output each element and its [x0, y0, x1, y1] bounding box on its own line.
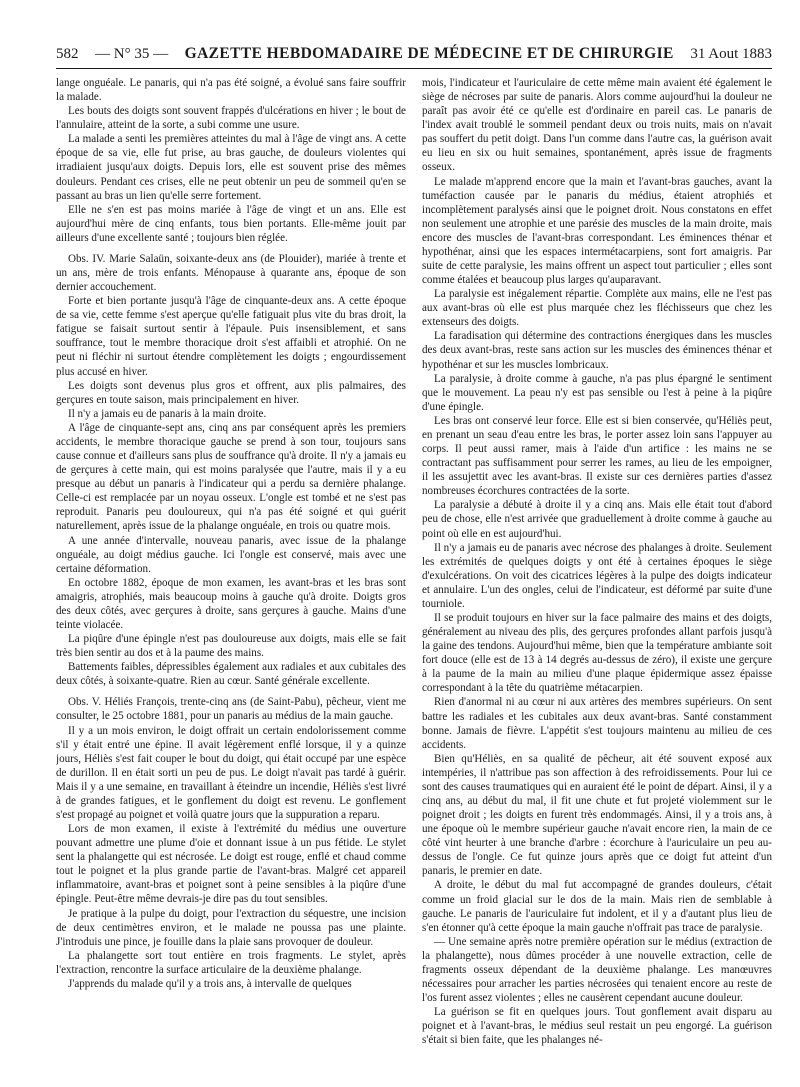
- paragraph: La faradisation qui détermine des contractions énergiques dans les muscles des deux avant-bras, reste sans action sur les muscles des éminences thénar et hypothénar et sur les muscles lombricaux.: [422, 330, 772, 371]
- paragraph: La phalangette sort tout entière en trois fragments. Le stylet, après l'extraction, rencontre la surface articulaire de la deuxième phalange.: [56, 949, 406, 976]
- paragraph: Obs. V. Héliés François, trente-cinq ans (de Saint-Pabu), pêcheur, vient me consulter, le 25 octobre 1881, pour un panaris au médius de la main gauche.: [56, 696, 406, 723]
- paragraph: La malade a senti les premières atteintes du mal à l'âge de vingt ans. A cette époque de sa vie, elle fut prise, au bras gauche, de douleurs violentes qui irradiaient jusqu'aux doigts. Depuis lors, elle est souvent prise des mêmes douleurs. Pendant ces crises, elle ne peut obtenir un peu de sommeil qu'en se passant au bras un lien qu'elle serre fortement.: [56, 133, 406, 202]
- paragraph: Il y a un mois environ, le doigt offrait un certain endolorissement comme s'il y était entré une épine. Il avait légèrement enflé lorsque, il y a quinze jours, Héliès s'est fait couper le bout du doigt, qui était occupé par une espèce de durillon. Il en était sorti un peu de pus. Le doigt n'avait pas tardé à guérir. Mais il y a une semaine, en travaillant à éteindre un incendie, Héliès s'est livré à de grandes fatigues, et le gonflement du doigt est revenu. Le gonflement s'est propagé au poignet et voilà quatre jours que la suppuration a reparu.: [56, 724, 406, 821]
- paragraph: Battements faibles, dépressibles également aux radiales et aux cubitales des deux côtés, à soixante-quatre. Rien au cœur. Santé générale excellente.: [56, 661, 406, 688]
- paragraph: La paralysie a débuté à droite il y a cinq ans. Mais elle était tout d'abord peu de chose, elle n'est arrivée que graduellement à droite comme à gauche au point où elle en est aujourd'hui.: [422, 499, 772, 540]
- paragraph: La piqûre d'une épingle n'est pas douloureuse aux doigts, mais elle se fait très bien sentir au dos et à la paume des mains.: [56, 633, 406, 660]
- paragraph: La paralysie, à droite comme à gauche, n'a pas plus épargné le sentiment que le mouvement. La peau n'y est pas sensible ou l'est à peine à la piqûre d'une épingle.: [422, 372, 772, 413]
- paragraph: En octobre 1882, époque de mon examen, les avant-bras et les bras sont amaigris, atrophiés, mais beaucoup moins à gauche qu'à droite. Doigts gros des deux côtés, avec gerçures à droite, sans gerçures à gauche. Mains d'une teinte violacée.: [56, 576, 406, 631]
- paragraph: Elle ne s'en est pas moins mariée à l'âge de vingt et un ans. Elle est aujourd'hui mère de cinq enfants, tous bien portants. Elle-même jouit par ailleurs d'une excellente santé ; toujours bien réglée.: [56, 203, 406, 244]
- paragraph: — Une semaine après notre première opération sur le médius (extraction de la phalangette), nous dûmes procéder à une nouvelle extraction, celle de fragments osseux dépendant de la deuxième phalange. Les manœuvres nécessaires pour arracher les parties nécrosées qui tenaient encore au reste de l'os furent assez violentes ; elles ne causèrent cependant aucune douleur.: [422, 935, 772, 1005]
- paragraph: Lors de mon examen, il existe à l'extrémité du médius une ouverture pouvant admettre une plume d'oie et donnant issue à un pus fétide. Le stylet sent la phalangette qui est nécrosée. Le doigt est rouge, enflé et chaud comme tout le poignet et la plus grande partie de l'avant-bras. Malgré cet appareil inflammatoire, avant-bras et poignet sont à peine sensibles à la piqûre d'une épingle. Peut-être même devrais-je dire pas du tout sensibles.: [56, 823, 406, 906]
- paragraph: La paralysie est inégalement répartie. Complète aux mains, elle ne l'est pas aux avant-bras où elle est plus marquée chez les fléchisseurs que chez les extenseurs des doigts.: [422, 288, 772, 329]
- paragraph: Obs. IV. Marie Salaün, soixante-deux ans (de Plouider), mariée à trente et un ans, mère de trois enfants. Ménopause à quarante ans, époque de son dernier accouchement.: [56, 252, 406, 294]
- paragraph: Il se produit toujours en hiver sur la face palmaire des mains et des doigts, généralement au niveau des plis, des gerçures profondes allant parfois jusqu'à la gaine des tendons. Aujourd'hui même, bien que la température ambiante soit fort douce (elle est de 13 à 14 degrés au-dessus de zéro), il existe une gerçure à la paume de la main au milieu d'une plaque épidermique assez épaisse correspondant à la tête du quatrième métacarpien.: [422, 611, 772, 695]
- paragraph: Le malade m'apprend encore que la main et l'avant-bras gauches, avant la tuméfaction causée par le panaris du médius, étaient atrophiés et incomplètement paralysés ainsi que le poignet droit. Nous constatons en effet non seulement une atrophie et une parésie des muscles de la main droite, mais encore des muscles de l'avant-bras correspondant. Les éminences thénar et hypothénar, ainsi que les espaces intermétacarpiens, sont fort amaigris. Par suite de cette paralysie, les mains offrent un aspect tout particulier ; elles sont comme étalées et beaucoup plus larges qu'auparavant.: [422, 175, 772, 287]
- paragraph: A l'âge de cinquante-sept ans, cinq ans par conséquent après les premiers accidents, le membre thoracique gauche se prend à son tour, toujours sans cause connue et d'ailleurs sans plus de souffrance qu'à droite. Il n'y a jamais eu de gerçures à cette main, qui est moins paralysée que l'autre, mais il y a eu presque au début un panaris à l'indicateur qui a perdu sa dernière phalange. Celle-ci est remplacée par un noyau osseux. L'ongle est tombé et ne s'est pas reproduit. Panaris peu douloureux, qui n'a pas été soigné et qui guérit naturellement, après issue de la phalange onguéale, en trois ou quatre mois.: [56, 421, 406, 533]
- paragraph: Les bras ont conservé leur force. Elle est si bien conservée, qu'Héliès peut, en prenant un seau d'eau entre les bras, le porter assez loin sans l'appuyer au corps. Il peut aussi ramer, mais à l'aide d'un artifice : les mains ne se contractant pas suffisamment pour serrer les rames, au lieu de les empoigner, il les assujettit avec les avant-bras. Il existe sur ces dernières parties d'assez nombreuses écorchures contractées de la sorte.: [422, 414, 772, 498]
- paragraph: Bien qu'Héliès, en sa qualité de pêcheur, ait été souvent exposé aux intempéries, il n'attribue pas son affection à des refroidissements. Pour lui ce sont des causes traumatiques qui en auraient été le point de départ. Ainsi, il y a cinq ans, au début du mal, il fit une chute et fut projeté violemment sur le poignet droit ; les doigts en furent très endommagés. Ainsi, il y a trois ans, à une époque où le membre supérieur gauche n'avait encore rien, la main de ce côté vint heurter à une branche d'arbre : écorchure à l'auriculaire un peu au-dessus de l'ongle. Ce fut quinze jours après que ce doigt fut atteint d'un panaris, le premier en date.: [422, 752, 772, 878]
- paragraph: mois, l'indicateur et l'auriculaire de cette même main avaient été également le siège de nécroses par suite de panaris. Alors comme aujourd'hui la douleur ne paraît pas avoir été ce qu'elle est d'ordinaire en pareil cas. Le panaris de l'index avait troublé le sommeil pendant deux ou trois nuits, mais on n'avait pas souffert du petit doigt. Dans l'un comme dans l'autre cas, la guérison avait eu lieu en six ou huit semaines, spontanément, après issue de fragments osseux.: [422, 77, 772, 174]
- paragraph: Les doigts sont devenus plus gros et offrent, aux plis palmaires, des gerçures en toute saison, mais principalement en hiver.: [56, 379, 406, 406]
- journal-title: GAZETTE HEBDOMADAIRE DE MÉDECINE ET DE CHIRURGIE: [184, 45, 674, 62]
- left-column: [56, 76, 406, 1076]
- page-number: 582: [56, 45, 79, 62]
- paragraph: Je pratique à la pulpe du doigt, pour l'extraction du séquestre, une incision de deux centimètres environ, et le malade ne poussa pas une plainte. J'introduis une pince, je fouille dans la plaie sans provoquer de douleur.: [56, 907, 406, 948]
- page-header: [56, 40, 772, 69]
- paragraph: Forte et bien portante jusqu'à l'âge de cinquante-deux ans. A cette époque de sa vie, cette femme s'est aperçue qu'elle fatiguait plus vite du bras droit, la fatigue se faisait surtout sentir à l'épaule. Puis insensiblement, et sans souffrance, tout le membre thoracique droit s'est affaibli et atrophié. On ne peut ni fléchir ni surtout étendre complètement les doigts ; engourdissement plus accusé en hiver.: [56, 295, 406, 378]
- issue-date: 31 Aout 1883: [690, 45, 772, 62]
- issue-number: — N° 35 —: [95, 45, 169, 62]
- paragraph: J'apprends du malade qu'il y a trois ans, à intervalle de quelques: [68, 977, 352, 990]
- paragraph: La guérison se fit en quelques jours. Tout gonflement avait disparu au poignet et à l'avant-bras, le médius seul restait un peu engorgé. La guérison s'était si bien faite, que les phalanges né-: [422, 1006, 772, 1047]
- paragraph: Les bouts des doigts sont souvent frappés d'ulcérations en hiver ; le bout de l'annulaire, atteint de la sorte, a subi comme une usure.: [56, 105, 406, 132]
- article-body: [56, 76, 772, 1076]
- paragraph: Rien d'anormal ni au cœur ni aux artères des membres supérieurs. On sent battre les radiales et les cubitales aux deux avant-bras. Santé constamment bonne. Jamais de fièvre. L'appétit s'est toujours maintenu au milieu de ces accidents.: [422, 696, 772, 751]
- paragraph: Il n'y a jamais eu de panaris à la main droite.: [68, 407, 267, 420]
- paragraph: Il n'y a jamais eu de panaris avec nécrose des phalanges à droite. Seulement les extrémités de quelques doigts y ont été à certaines époques le siège d'exulcérations. On voit des cicatrices légères à la pulpe des doigts indicateur et annulaire. L'un des ongles, celui de l'indicateur, est déformé par suite d'une tourniole.: [422, 541, 772, 610]
- paragraph: A droite, le début du mal fut accompagné de grandes douleurs, c'était comme un froid glacial sur le dos de la main. Mais rien de semblable à gauche. Le panaris de l'auriculaire fut indolent, et il y a d'autant plus lieu de s'en étonner qu'à cette époque la main gauche n'offrait pas trace de paralysie.: [422, 879, 772, 934]
- paragraph: A une année d'intervalle, nouveau panaris, avec issue de la phalange onguéale, au doigt médius gauche. Ici l'ongle est conservé, mais avec une certaine déformation.: [56, 534, 406, 575]
- right-column: [422, 76, 772, 1076]
- paragraph: lange onguéale. Le panaris, qui n'a pas été soigné, a évolué sans faire souffrir la malade.: [56, 77, 406, 104]
